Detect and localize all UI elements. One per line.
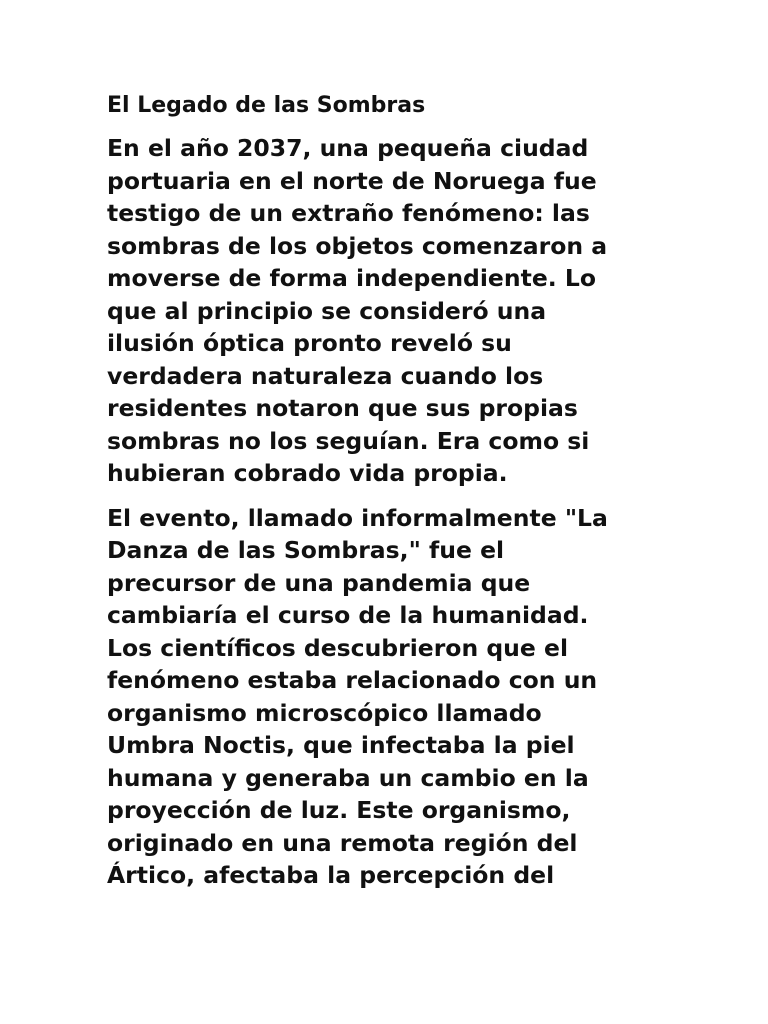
paragraph-1	[107, 132, 657, 490]
paragraph-line: En el año 2037, una pequeña ciudad	[107, 134, 589, 162]
paragraph-line: ilusión óptica pronto reveló su	[107, 329, 512, 357]
paragraph-line: residentes notaron que sus propias	[107, 394, 578, 422]
paragraph-line: cambiaría el curso de la humanidad.	[107, 601, 589, 629]
paragraph-line: El evento, llamado informalmente "La	[107, 503, 608, 532]
paragraph-line: Danza de las Sombras," fue el	[107, 536, 505, 564]
paragraph-line: organismo microscópico llamado	[107, 698, 542, 727]
paragraph-line: testigo de un extraño fenómeno: las	[107, 199, 590, 227]
paragraph-2	[107, 502, 657, 892]
paragraph-line: hubieran cobrado vida propia.	[107, 459, 508, 487]
paragraph-line: moverse de forma independiente. Lo	[107, 264, 596, 292]
paragraph-line: portuaria en el norte de Noruega fue	[107, 166, 597, 195]
paragraph-line: fenómeno estaba relacionado con un	[107, 666, 598, 694]
document-title: El Legado de las Sombras	[107, 93, 426, 118]
paragraph-line: verdadera naturaleza cuando los	[107, 361, 544, 390]
paragraph-line: humana y generaba un cambio en la	[107, 763, 589, 792]
paragraph-line: Los científicos descubrieron que el	[107, 633, 569, 662]
paragraph-line: proyección de luz. Este organismo,	[107, 796, 571, 824]
paragraph-line: precursor de una pandemia que	[107, 568, 531, 597]
document-page	[107, 90, 657, 904]
paragraph-line: Umbra Noctis, que infectaba la piel	[107, 731, 575, 759]
paragraph-line: que al principio se consideró una	[107, 296, 547, 325]
paragraph-line: sombras de los objetos comenzaron a	[107, 231, 608, 260]
paragraph-line: sombras no los seguían. Era como si	[107, 426, 590, 455]
paragraph-line: originado en una remota región del	[107, 828, 578, 857]
paragraph-line: Ártico, afectaba la percepción del	[107, 861, 555, 889]
